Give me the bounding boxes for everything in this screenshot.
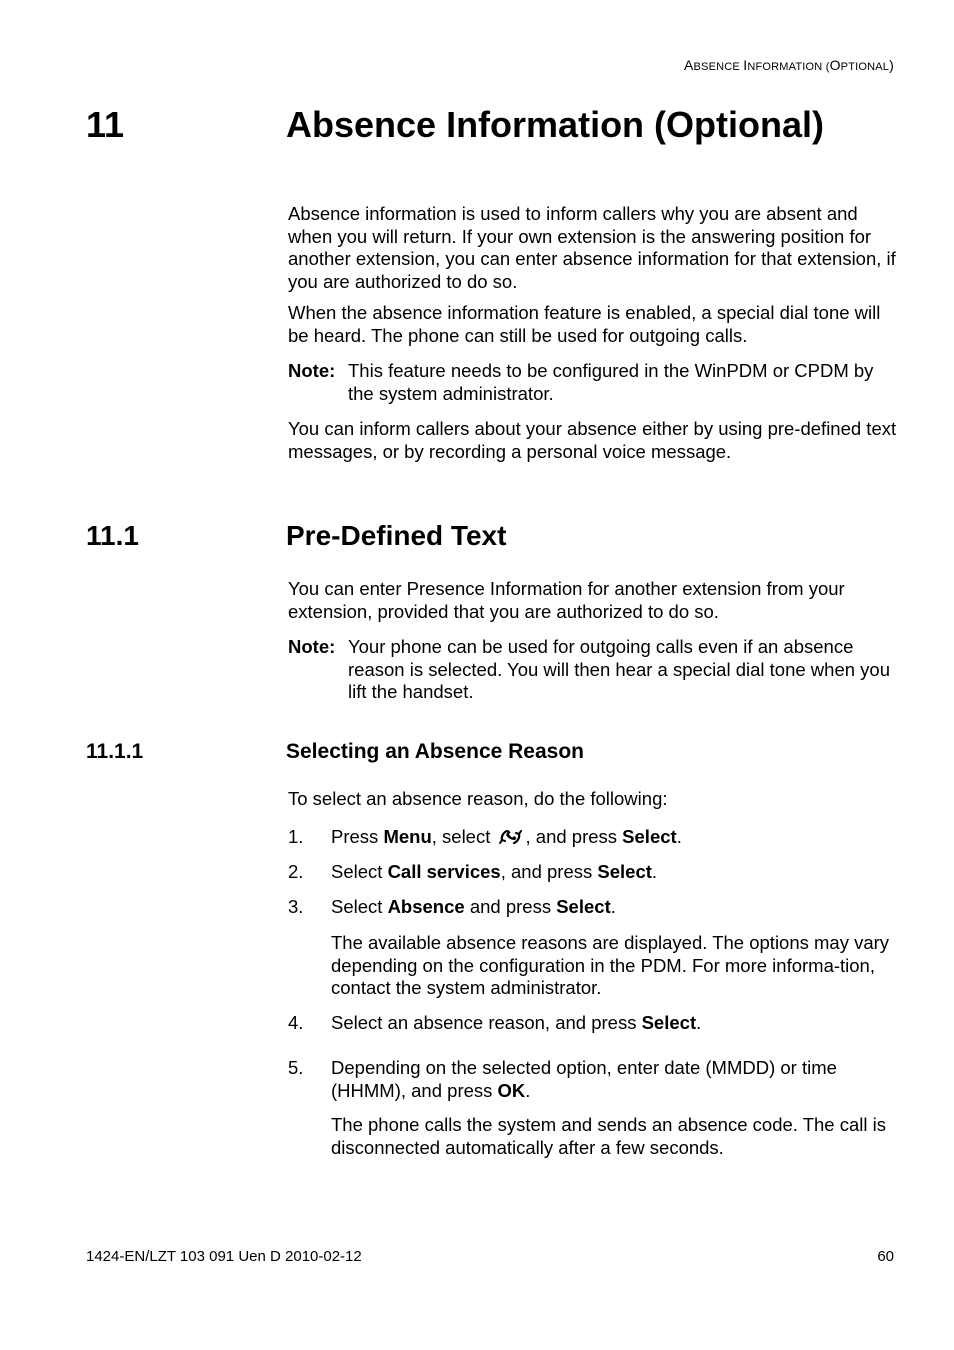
call-services-keyword: Call services: [387, 861, 501, 882]
running-header: [684, 57, 894, 73]
step-2: [288, 861, 898, 884]
step-text-part: .: [676, 826, 682, 847]
section-number: 11.1: [86, 520, 139, 551]
subsection-title: Selecting an Absence Reason: [286, 740, 584, 763]
subsection-intro: To select an absence reason, do the following:: [288, 788, 668, 809]
subsection-number: 11.1.1: [86, 740, 144, 763]
ok-keyword: OK: [497, 1079, 526, 1101]
step-text: [331, 896, 898, 919]
chapter-number: 11: [86, 104, 125, 145]
intro-paragraph-2: When the absence information feature is enabled, a special dial tone will be heard. The phone can still be used for outgoing calls.: [288, 302, 881, 346]
intro-paragraph-1: Absence information is used to inform callers why you are absent and when you will return. If your own extension is the answering position for another extension, you can enter absence information for that extension, if you are authorized to do so.: [288, 203, 896, 292]
step-5-detail: [288, 1114, 898, 1159]
step-text-part: Depending on the selected option, enter date (MMDD) or time (HHMM), and press: [331, 1057, 837, 1101]
note-label: Note:: [288, 636, 336, 657]
running-header-part: I: [743, 57, 748, 73]
step-5: [288, 1057, 898, 1102]
section-paragraph: You can enter Presence Information for another extension from your extension, provided that you are authorized to do so.: [288, 578, 845, 622]
step-text-part: Select: [331, 861, 388, 882]
step-text-part: , select: [431, 826, 496, 847]
step-text: [331, 1012, 898, 1035]
step-detail-text: The phone calls the system and sends an absence code. The call is disconnected automatically after a few seconds.: [331, 1114, 886, 1158]
step-text: [331, 861, 898, 884]
running-header-part: BSENCE: [693, 61, 744, 73]
step-3: [288, 896, 898, 919]
step-text-part: .: [525, 1079, 531, 1101]
select-keyword: Select: [641, 1012, 697, 1033]
footer-doc-id: 1424-EN/LZT 103 091 Uen D 2010-02-12: [86, 1248, 362, 1265]
running-header-part: NFORMATION (: [747, 61, 830, 73]
step-text: [331, 1057, 898, 1102]
menu-keyword: Menu: [383, 826, 432, 847]
page-number: 60: [877, 1248, 894, 1265]
note-text: This feature needs to be configured in the WinPDM or CPDM by the system administrator.: [348, 360, 874, 404]
running-header-part: O: [829, 57, 841, 73]
step-number: 5.: [288, 1057, 304, 1078]
absence-keyword: Absence: [387, 896, 465, 917]
intro-paragraph-3: You can inform callers about your absence either by using pre-defined text messages, or by recording a personal voice message.: [288, 418, 897, 462]
step-text-part: Select an absence reason, and press: [331, 1012, 642, 1033]
step-number: 3.: [288, 896, 304, 917]
step-text: [331, 826, 898, 849]
step-number: 1.: [288, 826, 304, 847]
step-3-detail: [288, 932, 898, 1000]
select-keyword: Select: [622, 826, 677, 847]
running-header-part: ): [889, 57, 894, 73]
step-text-part: .: [651, 861, 658, 882]
note-text: Your phone can be used for outgoing calls even if an absence reason is selected. You will then hear a special dial tone when you lift the handset.: [348, 636, 890, 702]
step-4: [288, 1012, 898, 1035]
intro-note: [288, 360, 898, 405]
note-label: Note:: [288, 360, 336, 381]
step-number: 4.: [288, 1012, 304, 1033]
step-text-part: , and press: [500, 861, 598, 882]
step-1: [288, 826, 898, 849]
step-text-part: and press: [464, 896, 557, 917]
running-header-part: A: [683, 57, 694, 73]
call-services-icon: [498, 826, 524, 848]
section-title: Pre-Defined Text: [286, 520, 507, 551]
select-keyword: Select: [597, 861, 652, 882]
step-text-part: Select: [331, 896, 388, 917]
section-note: [288, 636, 898, 704]
step-text-part: , and press: [525, 826, 623, 847]
step-detail-text: The available absence reasons are displayed. The options may vary depending on the configuration in the PDM. For more informa-tion, contact the system administrator.: [331, 932, 890, 998]
step-text-part: .: [696, 1012, 702, 1033]
chapter-title: Absence Information (Optional): [286, 104, 825, 145]
select-keyword: Select: [556, 896, 611, 917]
step-text-part: .: [610, 896, 616, 917]
step-number: 2.: [288, 861, 304, 882]
step-text-part: Press: [331, 826, 384, 847]
running-header-part: PTIONAL: [840, 61, 890, 73]
